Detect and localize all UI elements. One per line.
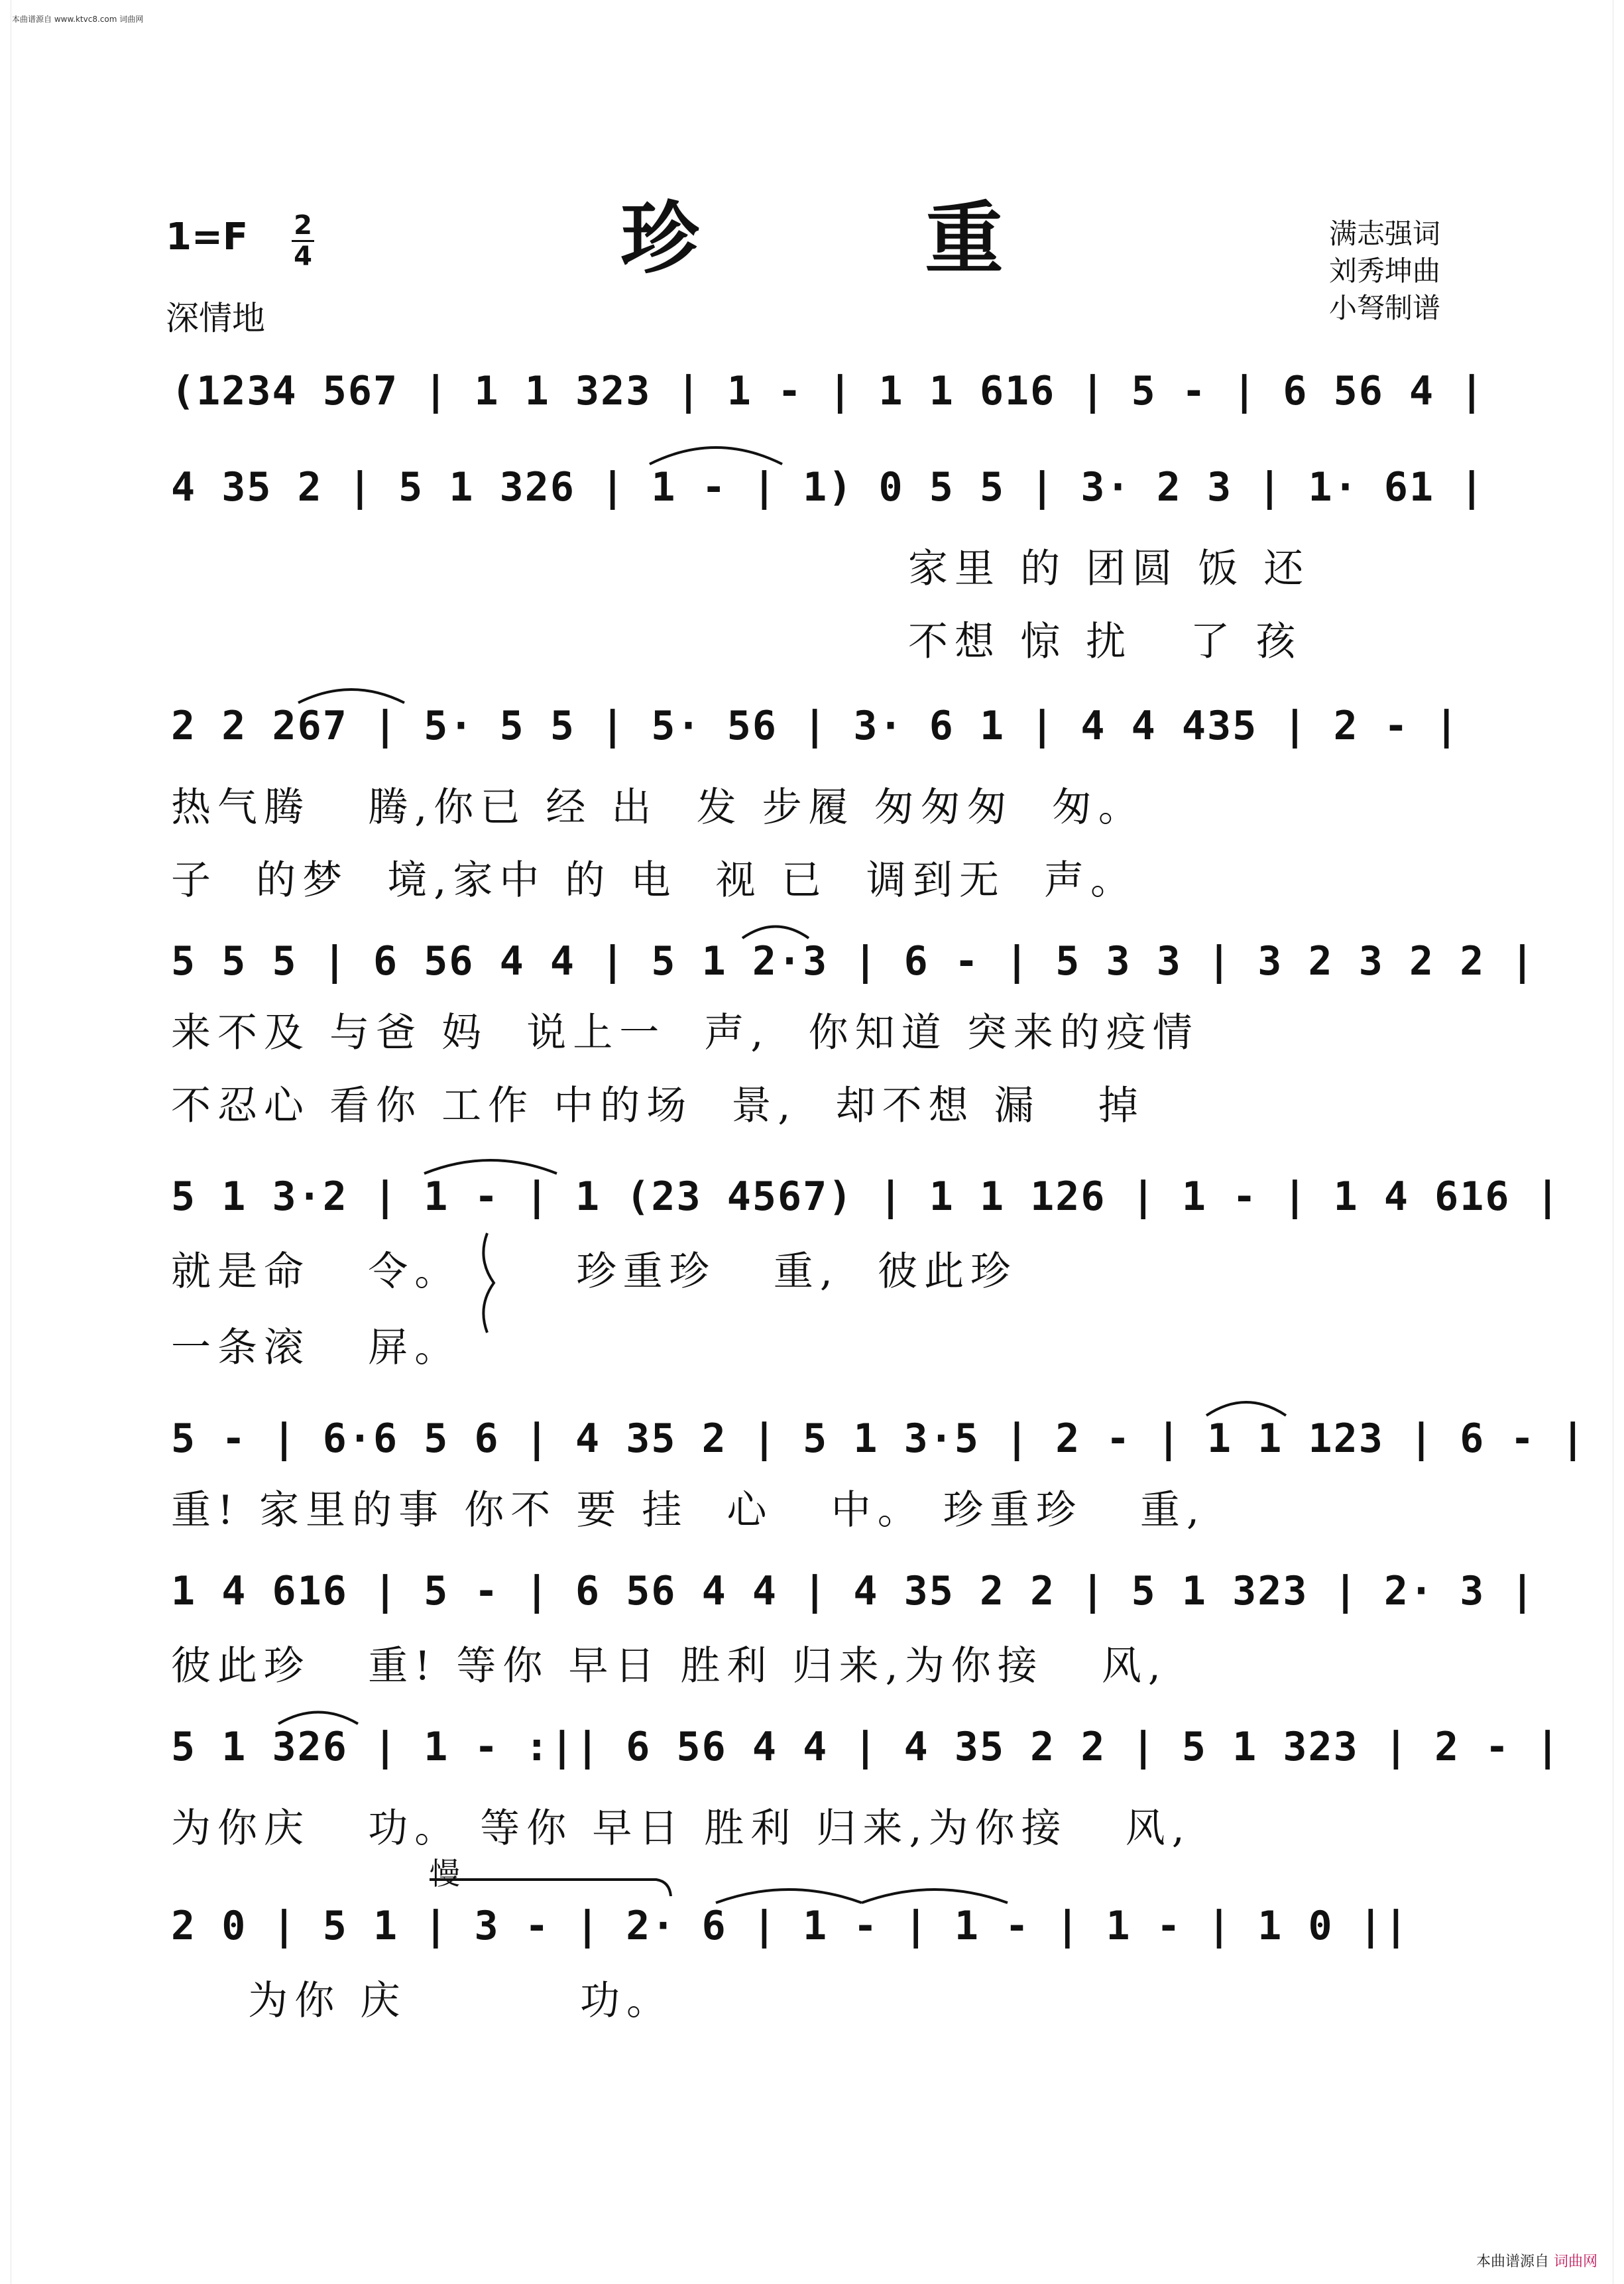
slur-row-9b: [862, 1890, 1008, 1903]
lyric-row-4-verse-2: 不忍心 看你 工作 中的场 景, 却不想 漏 掉: [171, 1083, 1145, 1129]
lyric-row-9-verse-1: 为你 庆 功。: [171, 1978, 673, 2024]
lyric-row-5-verse-1: 就是命 令。 珍重珍 重, 彼此珍: [171, 1248, 1017, 1295]
lyric-row-5-verse-2: 一条滚 屏。: [171, 1325, 461, 1371]
notes-row-5: 5 1 3·2 | 1 - | 1 (23 4567) | 1 1 126 | 1 - | 1 4 616 |: [171, 1173, 1561, 1220]
lyric-row-2-verse-2: 不想 惊 扰 了 孩: [908, 619, 1303, 665]
verse-brace-1: [483, 1233, 494, 1333]
header-source: 本曲谱源自 www.ktvc8.com 词曲网: [12, 15, 144, 24]
notes-row-7: 1 4 616 | 5 - | 6 56 4 4 | 4 35 2 2 | 5 1 323 | 2· 3 |: [171, 1568, 1536, 1614]
time-signature-top: 2: [294, 210, 312, 241]
lyric-row-6-verse-1: 重! 家里的事 你不 要 挂 心 中。 珍重珍 重,: [171, 1487, 1206, 1533]
tempo-change-slow: 慢: [430, 1856, 460, 1892]
footer-source: [1476, 2250, 1597, 2271]
lyric-row-7-verse-1: 彼此珍 重! 等你 早日 胜利 归来,为你接 风,: [171, 1643, 1167, 1689]
slur-row-6: [1206, 1402, 1286, 1415]
footer-brand: 词曲网: [1553, 2254, 1597, 2270]
lyric-row-3-verse-1: 热气腾 腾,你已 经 出 发 步履 匆匆匆 匆。: [171, 784, 1145, 831]
footer-source-text: 本曲谱源自: [1476, 2254, 1549, 2270]
notes-row-8: 5 1 326 | 1 - :|| 6 56 4 4 | 4 35 2 2 | 5 1 323 | 2 - |: [171, 1724, 1561, 1770]
lyric-row-8-verse-1: 为你庆 功。 等你 早日 胜利 归来,为你接 风,: [171, 1805, 1191, 1852]
credit-lyricist: 满志强词: [1329, 217, 1441, 250]
notes-row-6: 5 - | 6·6 5 6 | 4 35 2 | 5 1 3·5 | 2 - | 1 1 123 | 6 - |: [171, 1415, 1586, 1462]
slow-line: [430, 1880, 671, 1896]
slur-row-4: [742, 927, 809, 939]
tie-row-5: [424, 1160, 557, 1173]
song-title: 珍 重: [620, 192, 1103, 284]
notes-row-4: 5 5 5 | 6 56 4 4 | 5 1 2·3 | 6 - | 5 3 3 | 3 2 3 2 2 |: [171, 938, 1536, 985]
notes-row-1: (1234 567 | 1 1 323 | 1 - | 1 1 616 | 5 - | 6 56 4 |: [171, 368, 1485, 414]
notes-row-9: 2 0 | 5 1 | 3 - | 2· 6 | 1 - | 1 - | 1 - | 1 0 ||: [171, 1903, 1410, 1949]
credit-transcriber: 小弩制谱: [1329, 292, 1441, 324]
slur-row-8: [278, 1713, 358, 1724]
slur-row-9: [716, 1890, 862, 1903]
time-signature-bottom: 4: [294, 241, 312, 272]
notes-row-3: 2 2 267 | 5· 5 5 | 5· 56 | 3· 6 1 | 4 4 435 | 2 - |: [171, 703, 1460, 749]
lyric-row-3-verse-2: 子 的梦 境,家中 的 电 视 已 调到无 声。: [171, 857, 1137, 904]
key-signature: 1=F: [166, 215, 249, 259]
credit-composer: 刘秀坤曲: [1329, 255, 1441, 287]
notes-row-2: 4 35 2 | 5 1 326 | 1 - | 1) 0 5 5 | 3· 2 3 | 1· 61 |: [171, 464, 1485, 511]
lyric-row-4-verse-1: 来不及 与爸 妈 说上一 声, 你知道 突来的疫情: [171, 1010, 1199, 1056]
lyric-row-2-verse-1: 家里 的 团圆 饭 还: [908, 546, 1310, 592]
slur-row-3: [298, 690, 404, 703]
tempo-marking: 深情地: [166, 299, 265, 337]
tie-row-2: [650, 448, 782, 464]
